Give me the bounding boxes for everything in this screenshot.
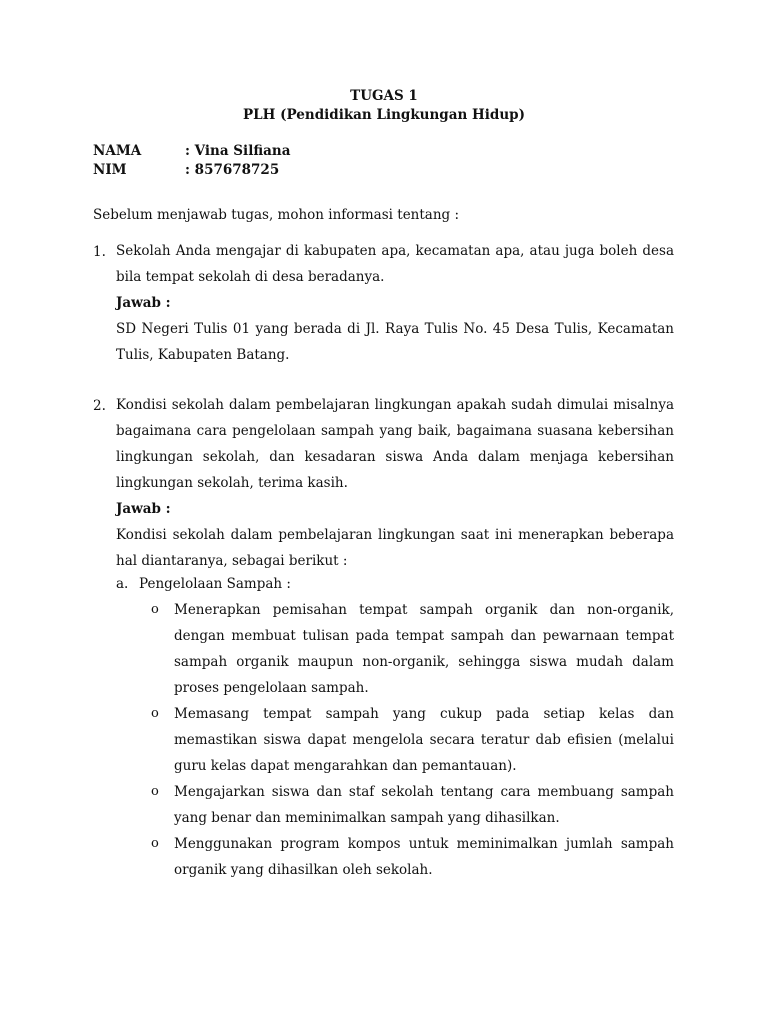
name-value: : Vina Silfiana bbox=[185, 143, 291, 159]
document-subtitle: PLH (Pendidikan Lingkungan Hidup) bbox=[243, 107, 525, 123]
bullet-icon: o bbox=[151, 706, 159, 721]
nim-label: NIM bbox=[93, 162, 127, 178]
bullet-icon: o bbox=[151, 836, 159, 851]
question-1-answer: SD Negeri Tulis 01 yang berada di Jl. Raya Tulis No. 45 Desa Tulis, Kecamatan Tulis, Kabupaten Batang. bbox=[116, 321, 674, 363]
question-2-block bbox=[116, 392, 674, 574]
bullet-item-1: Menerapkan pemisahan tempat sampah organik dan non-organik, dengan membuat tulisan pada tempat sampah dan pewarnaan tempat sampah organik maupun non-organik, sehingga siswa mudah dalam proses pengelolaan sampah. bbox=[174, 602, 674, 696]
question-2-answer: Kondisi sekolah dalam pembelajaran lingkungan saat ini menerapkan beberapa hal diantaranya, sebagai berikut : bbox=[116, 527, 674, 569]
bullet-item-2: Memasang tempat sampah yang cukup pada setiap kelas dan memastikan siswa dapat mengelola secara teratur dab efisien (melalui guru kelas dapat mengarahkan dan pemantauan). bbox=[174, 706, 674, 774]
bullet-item-3: Mengajarkan siswa dan staf sekolah tentang cara membuang sampah yang benar dan meminimalkan sampah yang dihasilkan. bbox=[174, 784, 674, 826]
sub-heading-a bbox=[116, 576, 291, 592]
sub-heading-letter: a. bbox=[116, 576, 129, 592]
question-2-number: 2. bbox=[93, 398, 106, 414]
intro-text: Sebelum menjawab tugas, mohon informasi tentang : bbox=[93, 207, 460, 223]
question-2-text: Kondisi sekolah dalam pembelajaran lingkungan apakah sudah dimulai misalnya bagaimana cara pengelolaan sampah yang baik, bagaimana suasana kebersihan lingkungan sekolah, dan kesadaran siswa Anda dalam menjaga kebersihan lingkungan sekolah, terima kasih. bbox=[116, 397, 674, 491]
name-label: NAMA bbox=[93, 143, 142, 159]
sub-heading-text: Pengelolaan Sampah : bbox=[139, 576, 291, 592]
document-title: TUGAS 1 bbox=[350, 88, 418, 104]
question-1-block bbox=[116, 238, 674, 368]
bullet-icon: o bbox=[151, 784, 159, 799]
name-row bbox=[93, 143, 290, 159]
question-1-text: Sekolah Anda mengajar di kabupaten apa, kecamatan apa, atau juga boleh desa bila tempat sekolah di desa beradanya. bbox=[116, 243, 674, 285]
bullet-item-4: Menggunakan program kompos untuk meminimalkan jumlah sampah organik yang dihasilkan oleh sekolah. bbox=[174, 836, 674, 878]
nim-row bbox=[93, 162, 279, 178]
question-2-answer-label: Jawab : bbox=[116, 501, 171, 517]
question-1-answer-label: Jawab : bbox=[116, 295, 171, 311]
bullet-icon: o bbox=[151, 602, 159, 617]
nim-value: : 857678725 bbox=[185, 162, 280, 178]
question-1-number: 1. bbox=[93, 244, 106, 260]
